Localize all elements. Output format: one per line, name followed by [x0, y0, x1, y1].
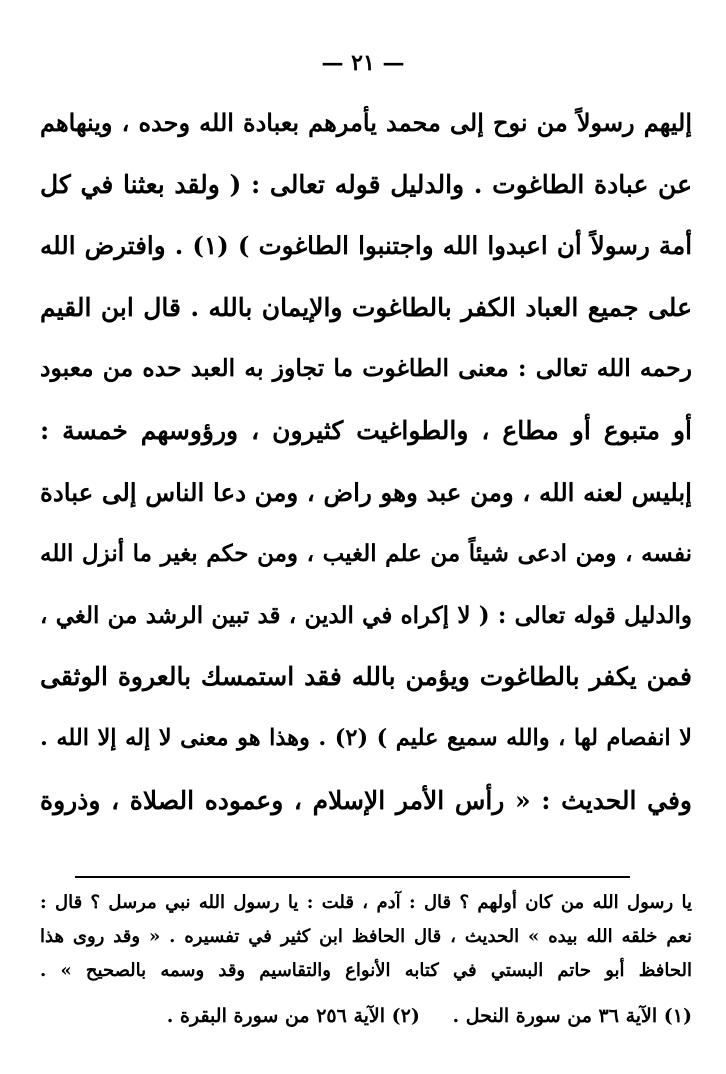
footnote-references	[40, 996, 692, 1036]
text-line: فمن يكفر بالطاغوت ويؤمن بالله فقد استمسك بالعروة الوثقى	[40, 662, 692, 692]
text-line: رحمه الله تعالى : معنى الطاغوت ما تجاوز به العبد حده من معبود	[40, 354, 692, 383]
text-line: نفسه ، ومن ادعى شيئاً من علم الغيب ، ومن حكم بغير ما أنزل الله	[40, 540, 692, 568]
footnote-line: يا رسول الله من كان أولهم ؟ قال : آدم ، قلت : يا رسول الله نبي مرسل ؟ قال :	[40, 892, 692, 913]
text-line: أمة رسولاً أن اعبدوا الله واجتنبوا الطاغوت ) (١) . وافترض الله	[40, 231, 692, 261]
footnotes	[40, 886, 692, 1036]
text-line: لا انفصام لها ، والله سميع عليم ) (٢) . وهذا هو معنى لا إله إلا الله .	[40, 724, 692, 751]
text-line: إليهم رسولاً من نوح إلى محمد يأمرهم بعبادة الله وحده ، وينهاهم	[40, 108, 692, 137]
footnote-line: نعم خلقه الله بيده » الحديث ، قال الحافظ ابن كثير في تفسيره . « وقد روى هذا	[40, 926, 692, 947]
footnote-ref-2: (٢) الآية ٢٥٦ من سورة البقرة .	[166, 1005, 420, 1027]
main-text	[40, 92, 692, 831]
text-line: أو متبوع أو مطاع ، والطواغيت كثيرون ، ورؤوسهم خمسة :	[40, 415, 692, 445]
text-line: إبليس لعنه الله ، ومن عبد وهو راض ، ومن دعا الناس إلى عبادة	[40, 477, 692, 507]
text-line: على جميع العباد الكفر بالطاغوت والإيمان بالله . قال ابن القيم	[40, 292, 692, 322]
text-line: عن عبادة الطاغوت . والدليل قوله تعالى : ( ولقد بعثنا في كل	[40, 169, 692, 199]
footnote-ref-1: (١) الآية ٣٦ من سورة النحل .	[452, 1005, 692, 1027]
page-number: — ٢١ —	[321, 50, 405, 76]
text-line: وفي الحديث : « رأس الأمر الإسلام ، وعموده الصلاة ، وذروة	[40, 785, 692, 815]
footnote-divider	[75, 876, 630, 878]
footnote-line: الحافظ أبو حاتم البستي في كتابه الأنواع والتقاسيم وقد وسمه بالصحيح » .	[40, 960, 692, 981]
text-line: والدليل قوله تعالى : ( لا إكراه في الدين ، قد تبين الرشد من الغي ،	[40, 601, 692, 629]
